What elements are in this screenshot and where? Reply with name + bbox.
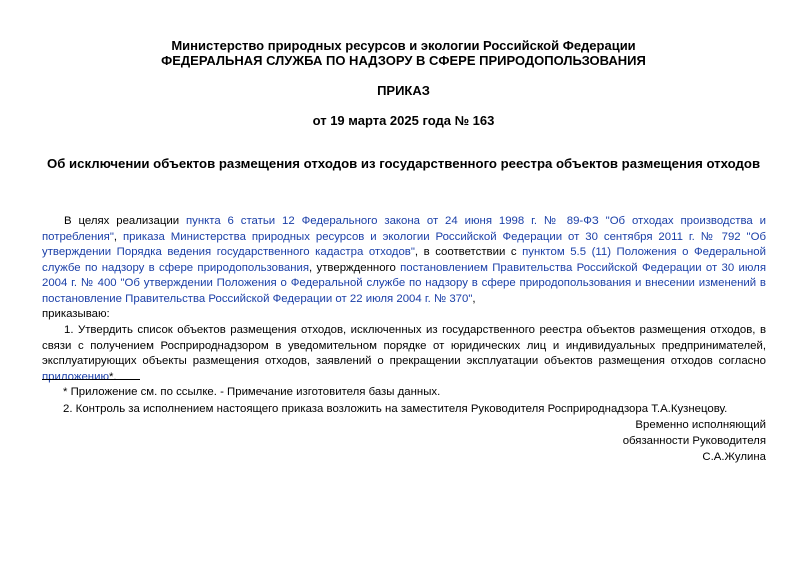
order-792-link[interactable]: приказа Министерства природных ресурсов и экологии Российской Федерации от 30 сентября 2011 г. № 792 "Об утверждении Порядка ведения государственного кадастра отходов": [42, 230, 766, 259]
item-1-suffix: *.: [109, 370, 117, 383]
document-title: Об исключении объектов размещения отходов из государственного реестра объектов размещения отходов: [46, 156, 761, 171]
regulation-point-link[interactable]: пунктом 5.5 (11) Положения о Федеральной службе по надзору в сфере природопользования: [42, 246, 766, 274]
law-89-fz-link[interactable]: пункта 6 статьи 12 Федерального закона от 24 июня 1998 г. № 89-ФЗ "Об отходах производства и потребления": [42, 215, 766, 243]
signatory-name: С.А.Жулина: [702, 451, 766, 463]
document-type: ПРИКАЗ: [377, 83, 430, 98]
signature-position-line2: обязанности Руководителя: [622, 435, 766, 447]
footnote: * Приложение см. по ссылке. - Примечание изготовителя базы данных.: [63, 386, 441, 398]
preamble-text: ,: [472, 292, 476, 305]
resolution-400-link[interactable]: постановлением Правительства Российской Федерации от 30 июля 2004 г. № 400 "Об утверждении Положения о Федеральной службе по надзору в сфере природопользования и внесении изменений в постановление Правительства Российской Федерации от 22 июля 2004 г. № 370": [42, 261, 766, 305]
preamble-text: , в соответствии с: [414, 246, 523, 259]
preamble-text: В целях реализации: [64, 215, 186, 227]
preamble-text: , утвержденного: [309, 261, 401, 274]
item-1-text: 1. Утвердить список объектов размещения отходов, исключенных из государственного реестра объектов размещения отходов, в связи с получением Росприроднадзором в уведомительном порядке от юридических лиц и индивидуальных предпринимателей, эксплуатирующих объекты размещения отходов, заявлений о прекращении эксплуатации объектов размещения отходов согласно: [42, 324, 766, 368]
preamble-text: ,: [113, 230, 123, 243]
item-1-paragraph: [42, 323, 766, 385]
service-name: ФЕДЕРАЛЬНАЯ СЛУЖБА ПО НАДЗОРУ В СФЕРЕ ПРИРОДОПОЛЬЗОВАНИЯ: [161, 53, 646, 68]
order-word: приказываю:: [42, 308, 110, 320]
item-2-paragraph: 2. Контроль за исполнением настоящего приказа возложить на заместителя Руководителя Росприроднадзора Т.А.Кузнецову.: [63, 403, 728, 415]
footnote-divider: [42, 379, 140, 380]
document-date-number: от 19 марта 2025 года № 163: [312, 113, 495, 128]
signature-position-line1: Временно исполняющий: [635, 419, 766, 431]
ministry-name: Министерство природных ресурсов и экологии Российской Федерации: [171, 38, 636, 53]
appendix-link[interactable]: приложению: [42, 370, 109, 383]
preamble-paragraph: [42, 214, 766, 308]
